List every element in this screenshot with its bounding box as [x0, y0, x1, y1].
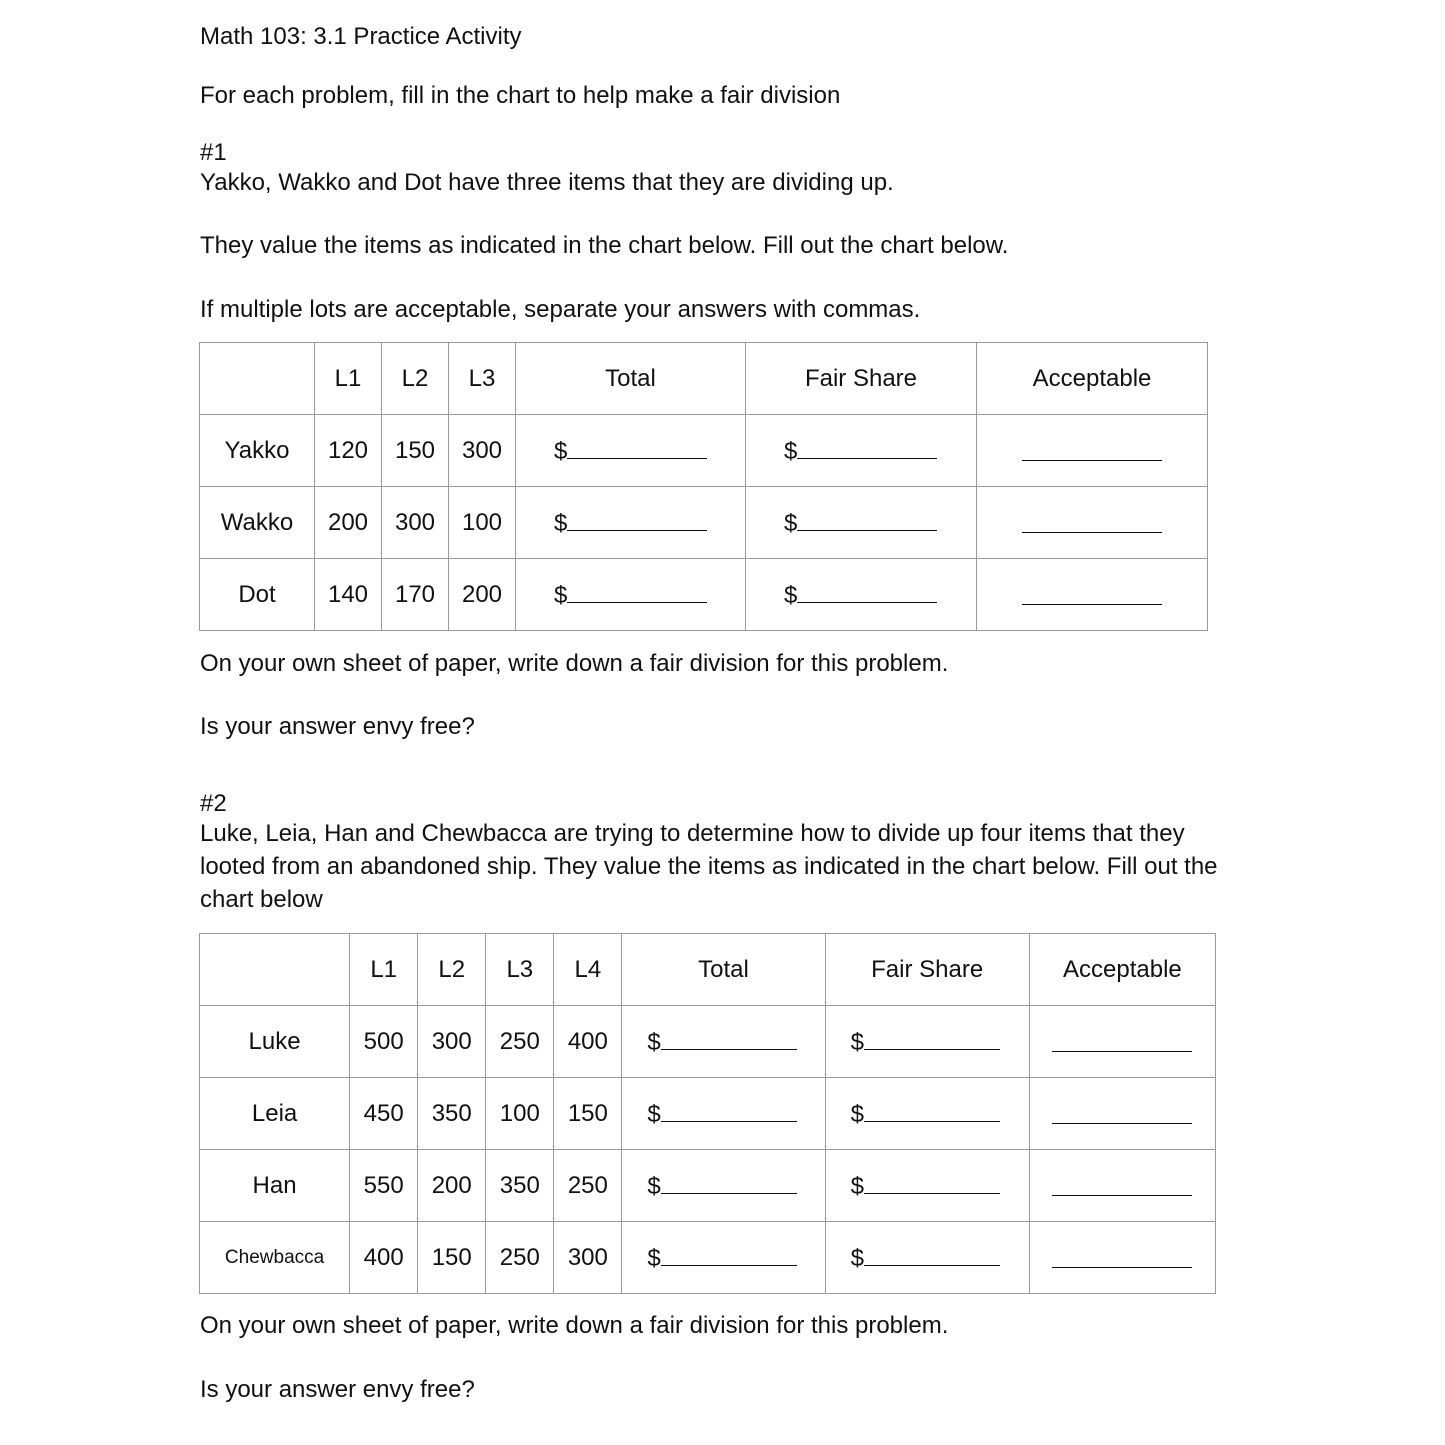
dollar-sign: $: [784, 437, 798, 465]
acceptable-blank[interactable]: [1029, 1078, 1215, 1150]
total-blank[interactable]: [516, 415, 746, 487]
answer-line[interactable]: [1052, 1169, 1192, 1196]
dollar-sign: $: [647, 1244, 661, 1272]
table-header-row: [200, 934, 1216, 1006]
fair-share-blank[interactable]: [825, 1150, 1029, 1222]
header-acceptable: Acceptable: [1029, 934, 1215, 1006]
value-cell: 300: [418, 1006, 486, 1078]
table-row: [200, 1150, 1216, 1222]
answer-line[interactable]: [1022, 578, 1162, 605]
table-row: [200, 415, 1208, 487]
header-l4: L4: [554, 934, 622, 1006]
problem2-question: Is your answer envy free?: [200, 1376, 475, 1403]
problem1-multiple-note: If multiple lots are acceptable, separate your answers with commas.: [200, 296, 921, 323]
answer-line[interactable]: [567, 436, 707, 459]
value-cell: 200: [315, 487, 382, 559]
total-blank[interactable]: [622, 1006, 825, 1078]
dollar-sign: $: [850, 1244, 864, 1272]
value-cell: 250: [486, 1006, 554, 1078]
answer-line[interactable]: [1022, 434, 1162, 461]
fair-share-blank[interactable]: [746, 487, 977, 559]
header-fair-share: Fair Share: [825, 934, 1029, 1006]
value-cell: 150: [382, 415, 449, 487]
acceptable-blank[interactable]: [1029, 1150, 1215, 1222]
value-cell: 450: [350, 1078, 418, 1150]
table-header-row: [200, 343, 1208, 415]
value-cell: 400: [350, 1222, 418, 1294]
acceptable-blank[interactable]: [977, 415, 1208, 487]
problem2-followup: On your own sheet of paper, write down a fair division for this problem.: [200, 1312, 949, 1339]
table-row: [200, 1222, 1216, 1294]
value-cell: 550: [350, 1150, 418, 1222]
value-cell: 300: [554, 1222, 622, 1294]
dollar-sign: $: [784, 509, 798, 537]
answer-line[interactable]: [864, 1171, 1000, 1194]
answer-line[interactable]: [567, 580, 707, 603]
value-cell: 350: [486, 1150, 554, 1222]
row-name: Leia: [200, 1078, 350, 1150]
problem2-number: #2: [200, 790, 227, 817]
row-name: Luke: [200, 1006, 350, 1078]
header-corner: [200, 343, 315, 415]
answer-line[interactable]: [797, 508, 937, 531]
fair-share-blank[interactable]: [825, 1222, 1029, 1294]
row-name: Yakko: [200, 415, 315, 487]
dollar-sign: $: [850, 1100, 864, 1128]
value-cell: 100: [449, 487, 516, 559]
table-row: [200, 559, 1208, 631]
row-name: Dot: [200, 559, 315, 631]
value-cell: 300: [382, 487, 449, 559]
answer-line[interactable]: [661, 1099, 797, 1122]
row-name: Wakko: [200, 487, 315, 559]
header-acceptable: Acceptable: [977, 343, 1208, 415]
problem1-value-note: They value the items as indicated in the chart below. Fill out the chart below.: [200, 232, 1009, 259]
header-l1: L1: [350, 934, 418, 1006]
value-cell: 200: [449, 559, 516, 631]
answer-line[interactable]: [661, 1243, 797, 1266]
header-l3: L3: [486, 934, 554, 1006]
instructions: For each problem, fill in the chart to help make a fair division: [200, 82, 841, 109]
problem1-chart: [199, 342, 1208, 631]
value-cell: 500: [350, 1006, 418, 1078]
value-cell: 200: [418, 1150, 486, 1222]
problem2-chart: [199, 933, 1216, 1294]
header-corner: [200, 934, 350, 1006]
problem1-number: #1: [200, 139, 227, 166]
fair-share-blank[interactable]: [746, 559, 977, 631]
dollar-sign: $: [554, 509, 568, 537]
answer-line[interactable]: [1052, 1097, 1192, 1124]
header-l3: L3: [449, 343, 516, 415]
acceptable-blank[interactable]: [1029, 1006, 1215, 1078]
value-cell: 170: [382, 559, 449, 631]
dollar-sign: $: [554, 581, 568, 609]
total-blank[interactable]: [622, 1078, 825, 1150]
fair-share-blank[interactable]: [746, 415, 977, 487]
total-blank[interactable]: [516, 559, 746, 631]
problem1-question: Is your answer envy free?: [200, 713, 475, 740]
answer-line[interactable]: [661, 1171, 797, 1194]
value-cell: 120: [315, 415, 382, 487]
header-l2: L2: [382, 343, 449, 415]
answer-line[interactable]: [567, 508, 707, 531]
answer-line[interactable]: [661, 1027, 797, 1050]
answer-line[interactable]: [797, 580, 937, 603]
acceptable-blank[interactable]: [1029, 1222, 1215, 1294]
answer-line[interactable]: [1052, 1025, 1192, 1052]
dollar-sign: $: [647, 1028, 661, 1056]
answer-line[interactable]: [864, 1027, 1000, 1050]
answer-line[interactable]: [1052, 1241, 1192, 1268]
value-cell: 250: [554, 1150, 622, 1222]
value-cell: 150: [418, 1222, 486, 1294]
header-l2: L2: [418, 934, 486, 1006]
value-cell: 300: [449, 415, 516, 487]
dollar-sign: $: [554, 437, 568, 465]
acceptable-blank[interactable]: [977, 487, 1208, 559]
problem2-intro: Luke, Leia, Han and Chewbacca are trying to determine how to divide up four items that they looted from an abandoned ship. They value the items as indicated in the chart below. Fill out the chart below: [200, 820, 1218, 913]
header-l1: L1: [315, 343, 382, 415]
answer-line[interactable]: [864, 1243, 1000, 1266]
dollar-sign: $: [850, 1172, 864, 1200]
value-cell: 250: [486, 1222, 554, 1294]
fair-share-blank[interactable]: [825, 1006, 1029, 1078]
answer-line[interactable]: [1022, 506, 1162, 533]
total-blank[interactable]: [622, 1150, 825, 1222]
value-cell: 400: [554, 1006, 622, 1078]
problem1-intro: Yakko, Wakko and Dot have three items that they are dividing up.: [200, 169, 894, 196]
header-fair-share: Fair Share: [746, 343, 977, 415]
answer-line[interactable]: [864, 1099, 1000, 1122]
dollar-sign: $: [850, 1028, 864, 1056]
total-blank[interactable]: [516, 487, 746, 559]
value-cell: 350: [418, 1078, 486, 1150]
answer-line[interactable]: [797, 436, 937, 459]
dollar-sign: $: [784, 581, 798, 609]
value-cell: 100: [486, 1078, 554, 1150]
problem1-followup: On your own sheet of paper, write down a fair division for this problem.: [200, 650, 949, 677]
fair-share-blank[interactable]: [825, 1078, 1029, 1150]
table-row: [200, 487, 1208, 559]
value-cell: 150: [554, 1078, 622, 1150]
row-name: Han: [200, 1150, 350, 1222]
total-blank[interactable]: [622, 1222, 825, 1294]
table-row: [200, 1078, 1216, 1150]
dollar-sign: $: [647, 1100, 661, 1128]
acceptable-blank[interactable]: [977, 559, 1208, 631]
row-name: Chewbacca: [200, 1222, 350, 1294]
table-row: [200, 1006, 1216, 1078]
value-cell: 140: [315, 559, 382, 631]
header-total: Total: [622, 934, 825, 1006]
header-total: Total: [516, 343, 746, 415]
dollar-sign: $: [647, 1172, 661, 1200]
page-title: Math 103: 3.1 Practice Activity: [200, 23, 522, 50]
